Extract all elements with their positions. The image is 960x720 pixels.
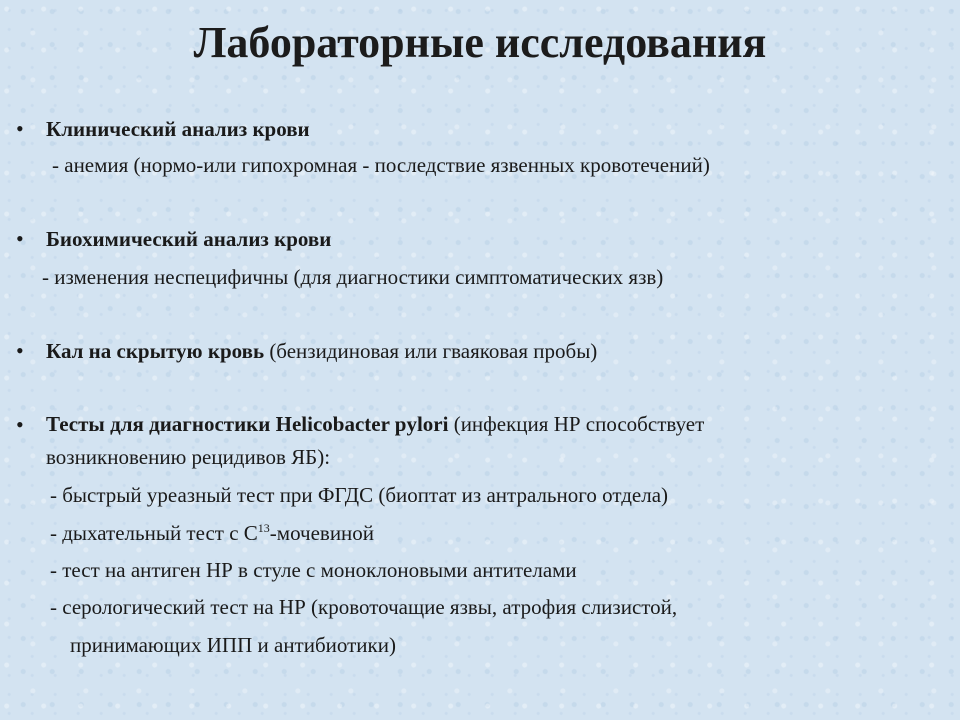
item-continuation: возникновению рецидивов ЯБ): xyxy=(46,445,331,469)
item-detail: - анемия (нормо-или гипохромная - последствие язвенных кровотечений) xyxy=(52,153,710,177)
item-heading: Кал на скрытую кровь xyxy=(46,339,265,363)
bullet-icon: • xyxy=(16,338,24,363)
item-line xyxy=(46,338,597,364)
item-heading: Клинический анализ крови xyxy=(46,117,310,141)
item-detail xyxy=(50,520,374,546)
item-detail: - изменения неспецифичны (для диагностики симптоматических язв) xyxy=(42,265,664,289)
item-detail: - серологический тест на НР (кровоточащие язвы, атрофия слизистой, xyxy=(50,595,678,619)
slide-title: Лабораторные исследования xyxy=(193,18,767,67)
bullet-icon: • xyxy=(16,412,24,437)
item-line xyxy=(46,411,704,437)
item-heading: Тесты для диагностики Helicobacter pylori xyxy=(46,412,449,436)
detail-text: - дыхательный тест с С xyxy=(50,521,258,545)
bullet-icon: • xyxy=(16,226,24,251)
item-detail: - быстрый уреазный тест при ФГДС (биоптат из антрального отдела) xyxy=(50,483,669,507)
item-heading-suffix: (бензидиновая или гваяковая пробы) xyxy=(264,339,598,363)
item-heading-suffix: (инфекция НР способствует xyxy=(448,412,705,436)
item-detail: принимающих ИПП и антибиотики) xyxy=(70,633,396,657)
item-heading: Биохимический анализ крови xyxy=(46,227,332,251)
bullet-icon: • xyxy=(16,116,24,141)
item-detail: - тест на антиген НР в стуле с моноклоновыми антителами xyxy=(50,558,577,582)
detail-text: -мочевиной xyxy=(269,521,375,545)
superscript: 13 xyxy=(257,521,270,535)
